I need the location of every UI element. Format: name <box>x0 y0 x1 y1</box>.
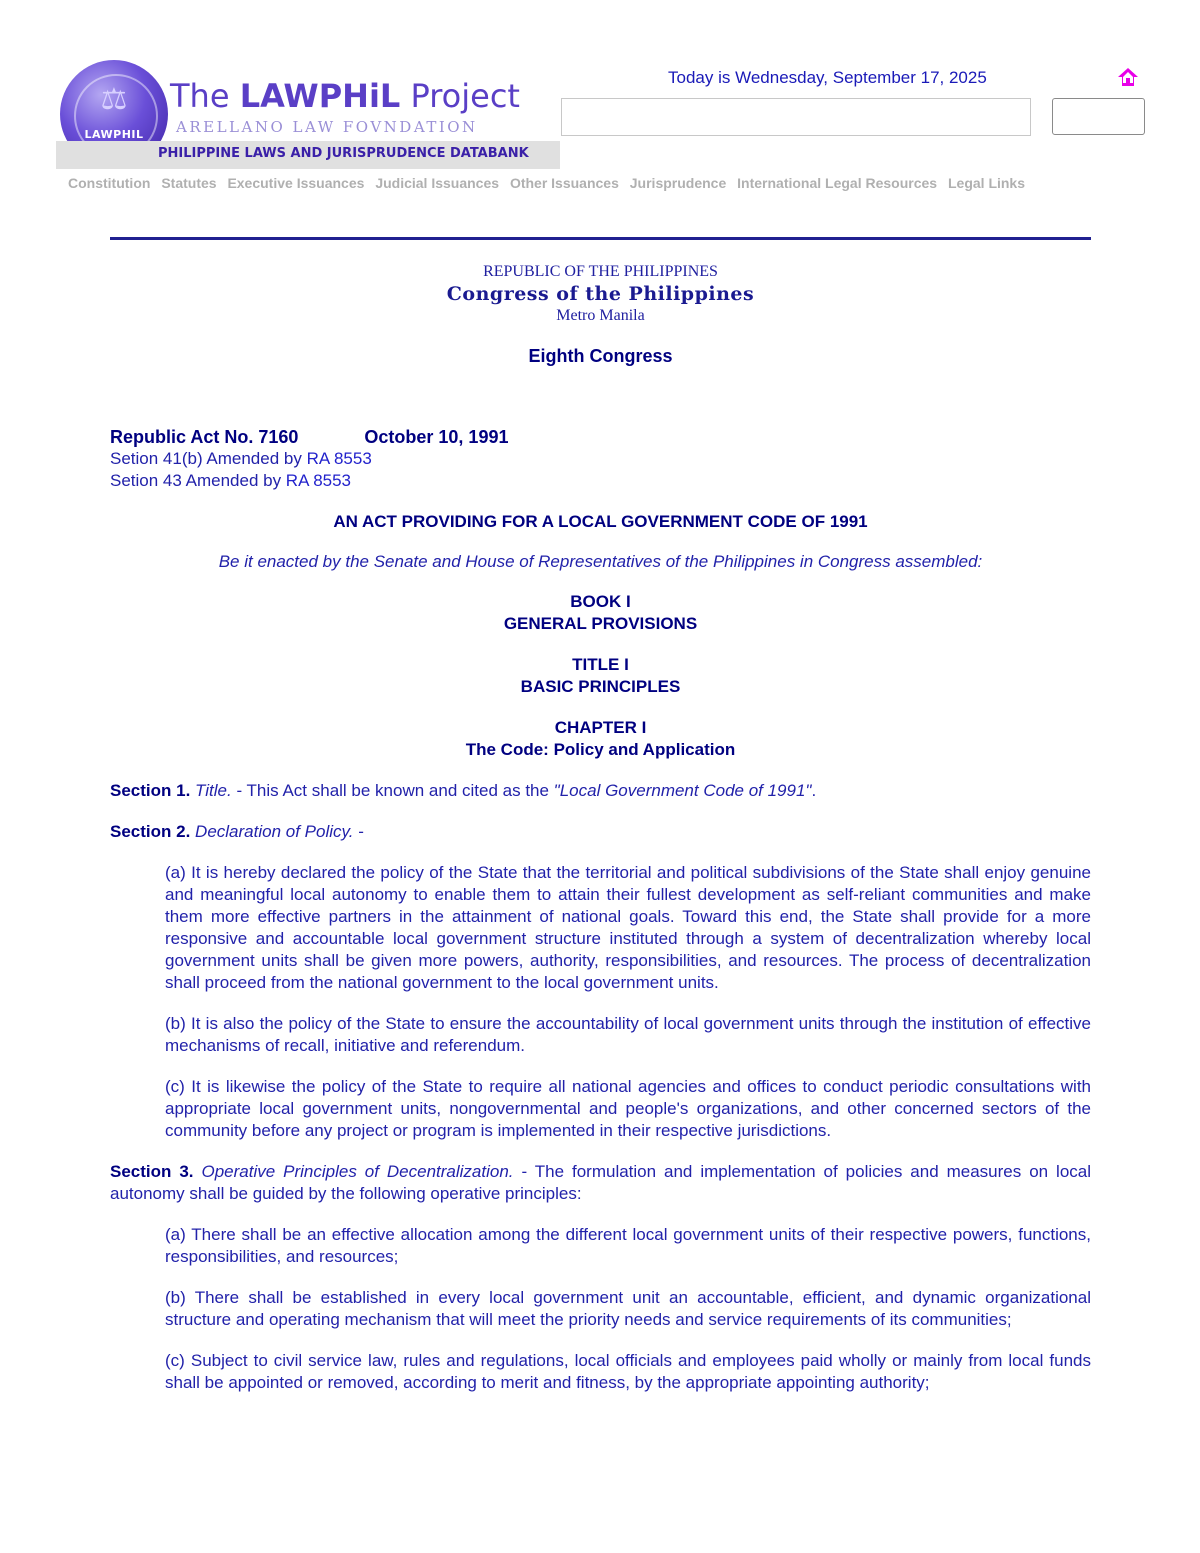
amendment-link[interactable]: RA 8553 <box>306 449 372 468</box>
section-3 <box>110 1161 1091 1205</box>
nav-international-legal-resources[interactable]: International Legal Resources <box>737 175 938 191</box>
act-title: AN ACT PROVIDING FOR A LOCAL GOVERNMENT CODE OF 1991 <box>333 512 868 531</box>
paragraph: (a) It is hereby declared the policy of the State that the territorial and political subdivisions of the State shall enjoy genuine and meaningful local autonomy to enable them to attain their fullest development as self-reliant communities and make them more effective partners in the attainment of national goals. Toward this end, the State shall provide for a more responsive and accountable local government structure instituted through a system of decentralization whereby local government units shall be given more powers, authority, responsibilities, and resources. The process of decentralization shall proceed from the national government to the local government units. <box>165 863 1091 992</box>
nav-legal-links[interactable]: Legal Links <box>947 175 1026 191</box>
today-date: Today is Wednesday, September 17, 2025 <box>668 68 987 87</box>
amendment-link[interactable]: RA 8553 <box>285 471 352 490</box>
section-1 <box>110 780 1091 802</box>
home-icon[interactable] <box>1117 66 1139 88</box>
section-text: - <box>353 822 364 841</box>
amendment-text: Setion 41(b) Amended by <box>110 449 307 468</box>
site-header <box>0 0 1200 200</box>
section-2 <box>110 821 1091 843</box>
section-quote: "Local Government Code of 1991" <box>553 781 812 800</box>
logo-databank-bar <box>56 141 560 169</box>
congress-number: Eighth Congress <box>528 346 673 366</box>
paragraph: (c) Subject to civil service law, rules and regulations, local officials and employees paid wholly or mainly from local funds shall be appointed or removed, according to merit and fitness, by the appropriate appointing authority; <box>165 1351 1091 1392</box>
section-heading: Declaration of Policy. <box>195 822 354 841</box>
nav-judicial-issuances[interactable]: Judicial Issuances <box>375 175 500 191</box>
chapter-name: The Code: Policy and Application <box>465 740 736 759</box>
chapter-number: CHAPTER I <box>554 718 647 737</box>
section-label: Section 2. <box>110 822 191 841</box>
ra-date: October 10, 1991 <box>364 427 509 447</box>
header-divider <box>110 237 1091 240</box>
metro-manila: Metro Manila <box>556 307 645 324</box>
ra-number: Republic Act No. 7160 <box>110 427 299 447</box>
nav-jurisprudence[interactable]: Jurisprudence <box>629 175 727 191</box>
book-heading <box>110 591 1091 635</box>
title-number: TITLE I <box>572 655 629 674</box>
paragraph: (b) It is also the policy of the State to ensure the accountability of local government units through the institution of effective mechanisms of recall, initiative and referendum. <box>165 1014 1091 1055</box>
section-heading: Title. <box>195 781 232 800</box>
nav-statutes[interactable]: Statutes <box>161 175 217 191</box>
amendment-text: Setion 43 Amended by <box>110 471 286 490</box>
title-name: BASIC PRINCIPLES <box>520 677 681 696</box>
amendment-note <box>110 470 1091 492</box>
seal-text: LAWPHIL <box>84 128 144 141</box>
logo-title <box>170 76 520 116</box>
section-text: - The formulation and implementation of policies and measures on local autonomy shall be guided by the following operative principles: <box>110 1162 1092 1203</box>
section-end: . <box>811 781 817 800</box>
section-heading: Operative Principles of Decentralization. <box>201 1162 514 1181</box>
logo-databank-text: PHILIPPINE LAWS AND JURISPRUDENCE DATABANK <box>158 146 529 161</box>
section-label: Section 1. <box>110 781 191 800</box>
congress-heading: Congress of the Philippines <box>446 283 755 305</box>
section-text: - This Act shall be known and cited as the <box>231 781 554 800</box>
chapter-heading <box>110 717 1091 761</box>
main-nav <box>68 175 1032 191</box>
logo-subtitle: ARELLANO LAW FOVNDATION <box>176 118 478 136</box>
enacting-clause: Be it enacted by the Senate and House of Representatives of the Philippines in Congress assembled: <box>218 552 983 571</box>
logo-title-suffix: Project <box>400 77 520 115</box>
scales-of-justice-icon: ⚖ <box>100 82 128 117</box>
section-label: Section 3. <box>110 1162 194 1181</box>
lawphil-logo[interactable] <box>56 56 560 170</box>
search-input[interactable] <box>561 98 1031 136</box>
book-name: GENERAL PROVISIONS <box>503 614 698 633</box>
title-heading <box>110 654 1091 698</box>
ra-line <box>110 427 1091 448</box>
logo-title-prefix: The <box>170 77 240 115</box>
nav-other-issuances[interactable]: Other Issuances <box>509 175 619 191</box>
amendment-note <box>110 448 1091 470</box>
paragraph: (a) There shall be an effective allocation among the different local government units of their respective powers, functions, responsibilities, and resources; <box>165 1225 1091 1266</box>
book-number: BOOK I <box>570 592 631 611</box>
logo-title-bold: LAWPHiL <box>239 77 401 115</box>
nav-constitution[interactable]: Constitution <box>68 175 151 191</box>
republic-heading: REPUBLIC OF THE PHILIPPINES <box>483 263 718 280</box>
document-body <box>110 262 1091 1394</box>
paragraph: (c) It is likewise the policy of the State to require all national agencies and offices to conduct periodic consultations with appropriate local government units, nongovernmental and people's organizations, and other concerned sectors of the community before any project or program is implemented in their respective jurisdictions. <box>165 1077 1091 1140</box>
nav-executive-issuances[interactable]: Executive Issuances <box>227 175 365 191</box>
paragraph: (b) There shall be established in every local government unit an accountable, efficient, and dynamic organizational structure and operating mechanism that will meet the priority needs and service requirements of its communities; <box>165 1288 1091 1329</box>
search-button[interactable] <box>1052 98 1145 135</box>
